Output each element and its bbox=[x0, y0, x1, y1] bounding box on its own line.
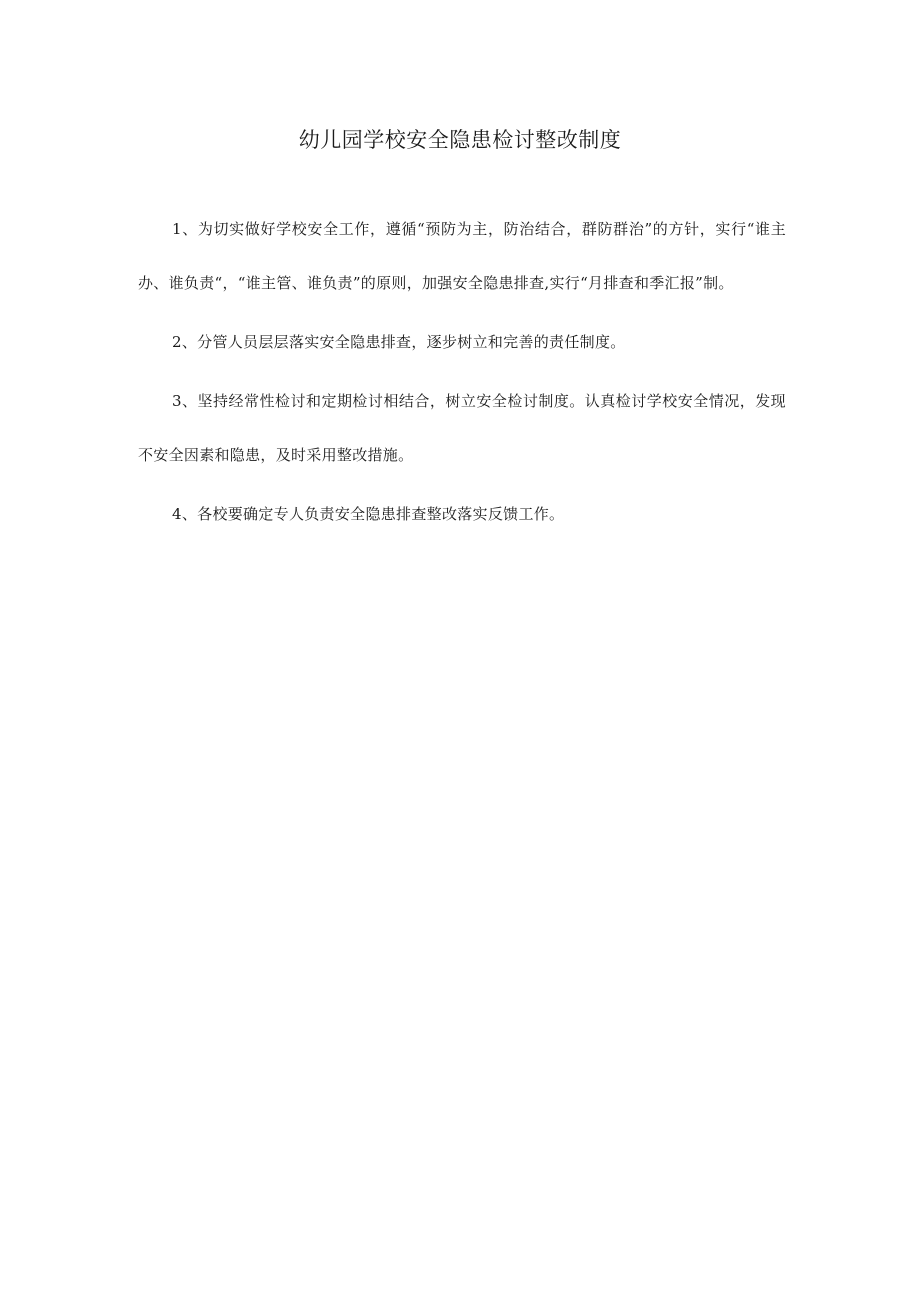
paragraph-3: 3、坚持经常性检讨和定期检讨相结合，树立安全检讨制度。认真检讨学校安全情况，发现不安全因素和隐患，及时采用整改措施。 bbox=[138, 392, 786, 464]
paragraph-1: 1、为切实做好学校安全工作，遵循“预防为主，防治结合，群防群治”的方针，实行“谁主办、谁负责“，“谁主管、谁负责”的原则，加强安全隐患排查,实行“月排查和季汇报”制。 bbox=[138, 220, 786, 292]
document-title: 幼儿园学校安全隐患检讨整改制度 bbox=[298, 128, 622, 152]
paragraph-4: 4、各校要确定专人负责安全隐患排查整改落实反馈工作。 bbox=[172, 505, 565, 523]
paragraph-2: 2、分管人员层层落实安全隐患排查，逐步树立和完善的责任制度。 bbox=[172, 333, 626, 351]
document-body bbox=[138, 202, 786, 546]
